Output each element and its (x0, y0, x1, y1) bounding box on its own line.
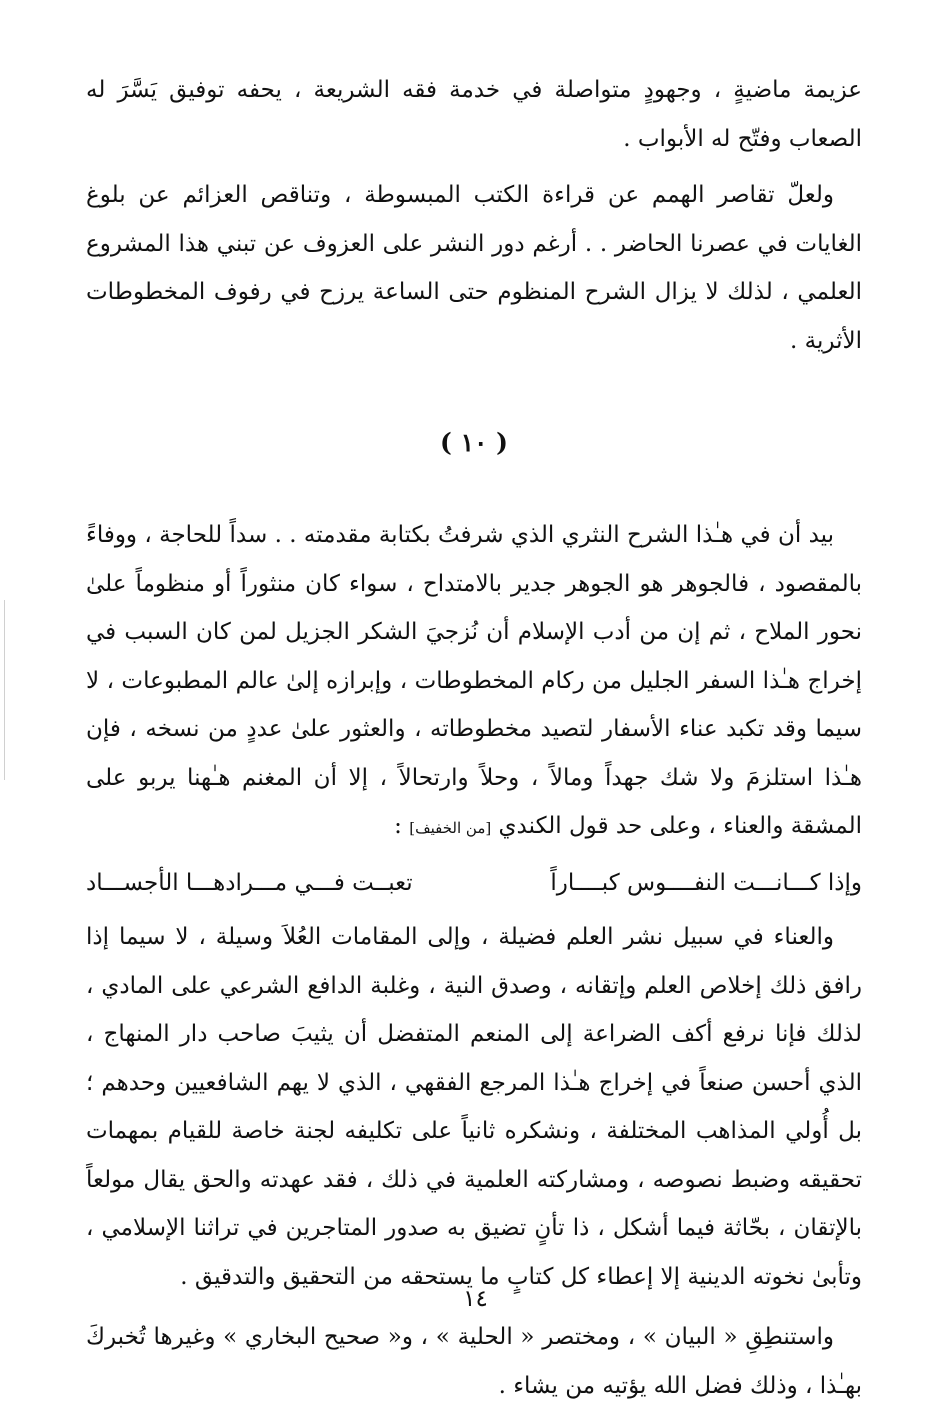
verse-second-hemistich: تعبــت فـــي مـــرادهـــا الأجســـاد (86, 869, 413, 896)
page-body (86, 66, 862, 1410)
paragraph-acknowledgement-end: : (394, 813, 410, 839)
paragraph-closing: واستنطِقِ « البيان » ، ومختصر « الحلية » ، و« صحيح البخاري » وغيرها تُخبركَ بهـٰذا ، وذلك فضل الله يؤتيه من يشاء . (86, 1324, 862, 1399)
paragraph-acknowledgement (86, 511, 862, 853)
paragraph-publishing-reluctance: ولعلّ تقاصر الهمم عن قراءة الكتب المبسوطة ، وتناقص العزائم عن بلوغ الغايات في عصرنا الحاضر . . أرغم دور النشر على العزوف عن تبني هذا المشروع العلمي ، لذلك لا يزال الشرح المنظوم حتى الساعة يرزح في رفوف المخطوطات الأثرية . (86, 182, 862, 354)
paragraph-acknowledgement-text: بيد أن في هـٰذا الشرح النثري الذي شرفتُ بكتابة مقدمته . . سداً للحاجة ، ووفاءً بالمقصود ، فالجوهر هو الجوهر جدير بالامتداح ، سواء كان منثوراً أو منظوماً علىٰ نحور الملاح ، ثم إن من أدب الإسلام أن نُزجيَ الشكر الجزيل لمن كان السبب في إخراج هـٰذا السفر الجليل من ركام المخطوطات ، وإبرازه إلىٰ عالم المطبوعات ، لا سيما وقد تكبد عناء الأسفار لتصيد مخطوطاته ، والعثور علىٰ عددٍ من نسخه ، فإن هـٰذا استلزمَ ولا شك جهداً ومالاً ، وحلاً وارتحالاً ، إلا أن المغنم هـٰهنا يربو على المشقة والعناء ، وعلى حد قول الكندي (86, 522, 862, 839)
paragraph-intro-continuation: عزيمة ماضيةٍ ، وجهودٍ متواصلة في خدمة فقه الشريعة ، يحفه توفيق يَسَّرَ له الصعاب وفتّح له الأبواب . (86, 77, 862, 152)
poetry-verse (86, 859, 862, 908)
page-edge-line (4, 600, 5, 780)
verse-first-hemistich: وإذا كـــانـــت النفــــوس كبــــاراً (550, 869, 862, 896)
page-number: ١٤ (463, 1286, 488, 1312)
paragraph-gratitude: والعناء في سبيل نشر العلم فضيلة ، وإلى المقامات العُلاَ وسيلة ، لا سيما إذا رافق ذلك إخلاص العلم وإتقانه ، وصدق النية ، وغلبة الدافع الشرعي على المادي ، لذلك فإنا نرفع أكف الضراعة إلى المنعم المتفضل أن يثيبَ صاحب دار المنهاج ، الذي أحسن صنعاً في إخراج هـٰذا المرجع الفقهي ، الذي لا يهم الشافعيين وحدهم ؛ بل أُولي المذاهب المختلفة ، ونشكره ثانياً على تكليفه لجنة خاصة للقيام بمهمات تحقيقه وضبط نصوصه ، ومشاركته العلمية في ذلك ، فقد عهدته والحق يقال مولعاً بالإتقان ، بحّاثة فيما أشكل ، ذا تأنٍ تضيق به صدور المتاجرين في تراثنا الإسلامي ، وتأبىٰ نخوته الدينية إلا إعطاء كل كتابٍ ما يستحقه من التحقيق والتدقيق . (86, 924, 862, 1290)
meter-note: [من الخفيف] (409, 819, 492, 837)
section-number: ( ١٠ ) (440, 428, 508, 457)
